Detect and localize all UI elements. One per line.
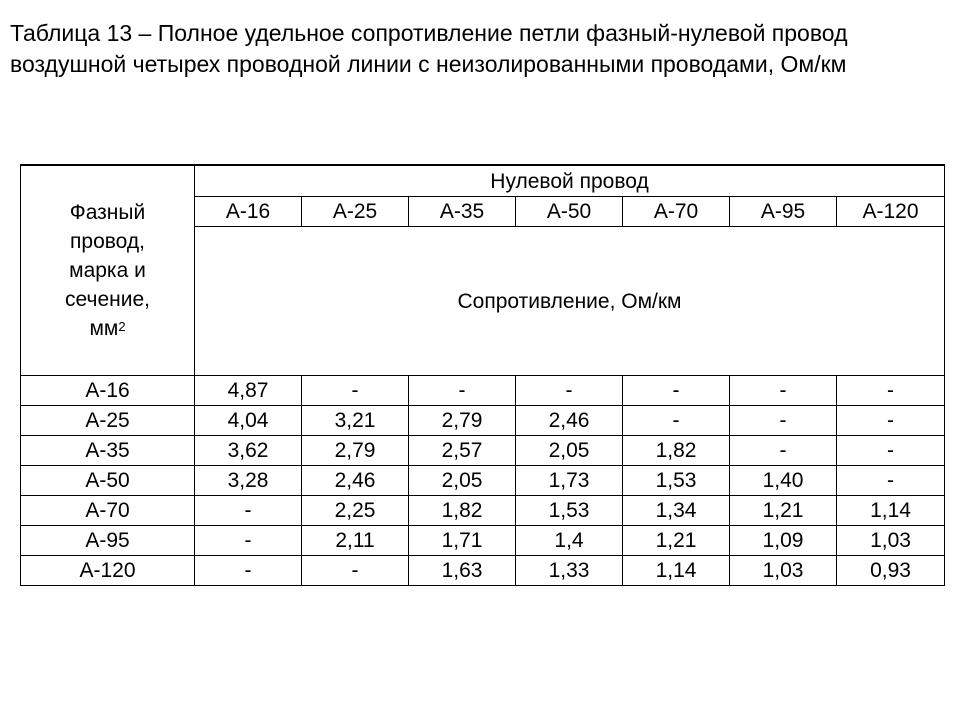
value-cell: 1,53 xyxy=(516,496,623,526)
value-cell: - xyxy=(837,436,945,466)
resistance-table xyxy=(20,164,945,586)
value-cell: - xyxy=(195,526,302,556)
neutral-mark-cell: А-50 xyxy=(516,197,623,227)
phase-mark-cell: А-95 xyxy=(21,526,195,556)
table-row xyxy=(21,406,945,436)
table-row xyxy=(21,526,945,556)
value-cell: 3,62 xyxy=(195,436,302,466)
value-cell: 1,82 xyxy=(409,496,516,526)
value-cell: 1,4 xyxy=(516,526,623,556)
value-cell: 1,33 xyxy=(516,556,623,586)
value-cell: 1,14 xyxy=(837,496,945,526)
value-cell: 1,34 xyxy=(623,496,730,526)
value-cell: 0,93 xyxy=(837,556,945,586)
value-cell: 1,63 xyxy=(409,556,516,586)
value-cell: 2,46 xyxy=(302,466,409,496)
value-cell: - xyxy=(516,376,623,406)
phase-mark-cell: А-70 xyxy=(21,496,195,526)
value-cell: - xyxy=(837,406,945,436)
value-cell: - xyxy=(623,406,730,436)
value-cell: 1,03 xyxy=(837,526,945,556)
value-cell: 3,21 xyxy=(302,406,409,436)
phase-mark-cell: А-25 xyxy=(21,406,195,436)
value-cell: - xyxy=(302,556,409,586)
phase-header-line: марка и xyxy=(69,259,146,282)
value-cell: 1,73 xyxy=(516,466,623,496)
value-cell: - xyxy=(730,406,837,436)
neutral-mark-cell: А-120 xyxy=(837,197,945,227)
phase-mark-cell: А-35 xyxy=(21,436,195,466)
phase-mark-cell: А-50 xyxy=(21,466,195,496)
value-cell: 2,11 xyxy=(302,526,409,556)
value-cell: 1,40 xyxy=(730,466,837,496)
value-cell: - xyxy=(623,376,730,406)
value-cell: 1,21 xyxy=(623,526,730,556)
table-row xyxy=(21,556,945,586)
value-cell: 2,46 xyxy=(516,406,623,436)
phase-header-line: провод, xyxy=(70,230,145,253)
table-row xyxy=(21,376,945,406)
phase-mark-cell: А-16 xyxy=(21,376,195,406)
value-cell: 1,14 xyxy=(623,556,730,586)
value-cell: - xyxy=(409,376,516,406)
value-cell: 2,79 xyxy=(409,406,516,436)
value-cell: 2,79 xyxy=(302,436,409,466)
value-cell: 1,71 xyxy=(409,526,516,556)
superscript: 2 xyxy=(118,319,126,334)
value-cell: 1,82 xyxy=(623,436,730,466)
value-cell: 1,21 xyxy=(730,496,837,526)
value-cell: 2,05 xyxy=(516,436,623,466)
value-cell: 1,03 xyxy=(730,556,837,586)
neutral-mark-cell: А-35 xyxy=(409,197,516,227)
table-row xyxy=(21,496,945,526)
phase-header-line: мм xyxy=(89,317,119,340)
value-cell: 2,25 xyxy=(302,496,409,526)
value-cell: - xyxy=(837,466,945,496)
value-cell: - xyxy=(195,496,302,526)
value-cell: 2,57 xyxy=(409,436,516,466)
phase-header-line: сечение, xyxy=(65,288,150,311)
neutral-mark-cell: А-25 xyxy=(302,197,409,227)
value-cell: - xyxy=(837,376,945,406)
neutral-mark-cell: А-16 xyxy=(195,197,302,227)
phase-header-line: Фазный xyxy=(69,201,146,224)
neutral-mark-cell: А-95 xyxy=(730,197,837,227)
value-cell: 2,05 xyxy=(409,466,516,496)
value-cell: - xyxy=(730,376,837,406)
resistance-label: Сопротивление, Ом/км xyxy=(195,227,945,376)
value-cell: - xyxy=(302,376,409,406)
value-cell: 4,04 xyxy=(195,406,302,436)
table-row xyxy=(21,436,945,466)
phase-wire-header xyxy=(21,165,195,376)
value-cell: 1,09 xyxy=(730,526,837,556)
value-cell: - xyxy=(730,436,837,466)
value-cell: 3,28 xyxy=(195,466,302,496)
phase-mark-cell: А-120 xyxy=(21,556,195,586)
table-title: Таблица 13 – Полное удельное сопротивление петли фазный-нулевой провод воздушной четырех проводной линии с неизолированными проводами, Ом/км xyxy=(10,20,848,77)
neutral-wire-header: Нулевой провод xyxy=(195,165,945,197)
value-cell: - xyxy=(195,556,302,586)
value-cell: 4,87 xyxy=(195,376,302,406)
value-cell: 1,53 xyxy=(623,466,730,496)
neutral-mark-cell: А-70 xyxy=(623,197,730,227)
table-row xyxy=(21,466,945,496)
